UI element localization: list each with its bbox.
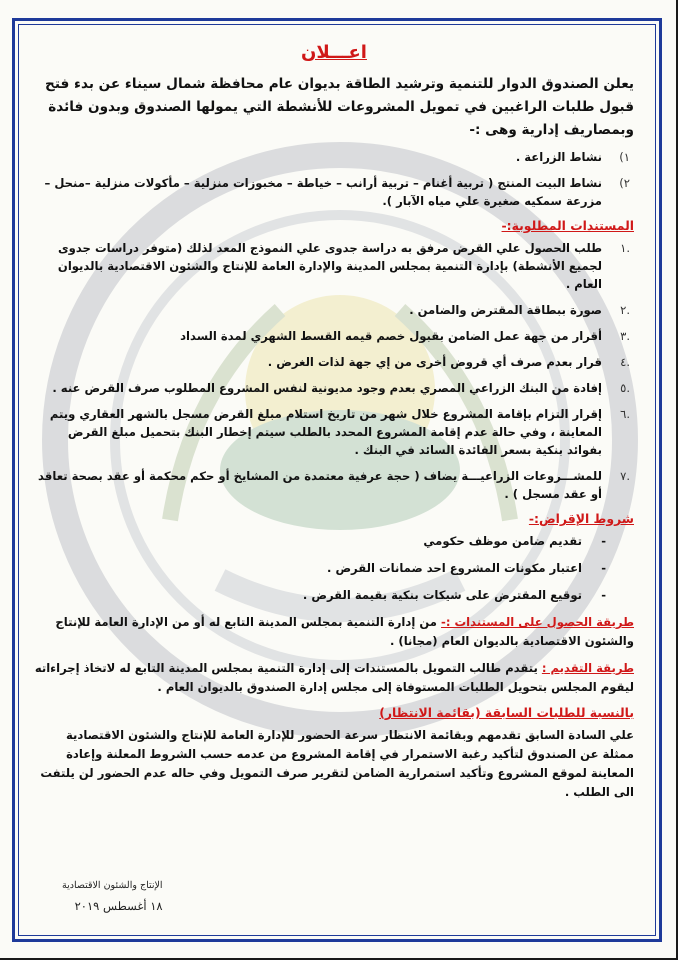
- previous-requests-heading: بالنسبة للطلبات السابقة (بقائمة الانتظار): [379, 705, 634, 720]
- announcement-content: [34, 34, 634, 812]
- signature-date: ١٨ أغسطس ٢٠١٩: [74, 899, 163, 913]
- activities-list: [34, 148, 634, 210]
- document-text: قرار بعدم صرف أي قروض أخرى من إي جهة لذات الغرض .: [267, 355, 602, 369]
- condition-dash: -: [601, 588, 606, 602]
- signature-block: [62, 880, 163, 913]
- condition-dash: -: [601, 561, 606, 575]
- document-text: صورة ببطاقة المقترض والضامن .: [409, 303, 602, 317]
- condition-text: توقيع المقترض على شيكات بنكية بقيمة القرض .: [302, 588, 582, 602]
- document-number: .٢: [620, 303, 630, 317]
- obtain-method-text: من إدارة التنمية بمجلس المدينة التابع له أو من الإدارة العامة للإنتاج والشئون الاقتصادية بالديوان العام (مجانا) .: [55, 615, 634, 648]
- document-number: .٦: [620, 407, 630, 421]
- announcement-title: اعـــلان: [301, 42, 367, 63]
- loan-conditions-list: [34, 532, 634, 604]
- document-item: [34, 353, 634, 371]
- condition-item: [34, 559, 634, 577]
- document-item: [34, 379, 634, 397]
- document-item: [34, 467, 634, 503]
- activity-item: [34, 174, 634, 210]
- condition-text: اعتبار مكونات المشروع احد ضمانات القرض .: [327, 561, 582, 575]
- document-item: [34, 405, 634, 459]
- activity-number: ١): [619, 150, 630, 164]
- condition-text: تقديم ضامن موظف حكومي: [423, 534, 582, 548]
- condition-dash: -: [601, 534, 606, 548]
- activity-number: ٢): [619, 176, 630, 190]
- document-number: .٧: [620, 469, 630, 483]
- document-item: [34, 327, 634, 345]
- intro-paragraph: يعلن الصندوق الدوار للتنمية وترشيد الطاقة بديوان عام محافظة شمال سيناء عن بدء فتح قبول طلبات الراغبين في تمويل المشروعات للأنشطة التي يمولها الصندوق وبدون فائدة وبمصاريف إدارية وهى :-: [45, 76, 634, 138]
- document-text: إفادة من البنك الزراعي المصري بعدم وجود مديونية لنفس المشروع المطلوب صرف القرض عنه .: [52, 381, 602, 395]
- condition-item: [34, 586, 634, 604]
- activity-text: نشاط البيت المنتج ( تربية أغنام – تربية أرانب – خياطة – مخبوزات منزلية – مأكولات منزلية –منحل – مزرعة سمكيه صغيرة علي مياه الآبار ).: [44, 176, 602, 208]
- document-item: [34, 301, 634, 319]
- document-text: للمشـــروعات الزراعيـــة يضاف ( حجة عرفية معتمدة من المشايخ أو حكم محكمة أو عقد بصحة تعاقد أو عقد مسجل ) .: [38, 469, 602, 501]
- previous-requests-text: علي السادة السابق تقدمهم وبقائمة الانتظار سرعة الحضور للإدارة العامة للإنتاج والشئون الاقتصادية ممثلة عن الصندوق لتأكيد رغبة الاستمرار في إقامة المشروع من عدمه حسب الشروط المعلنة وإعادة المعاينة لموقع المشروع وتأكيد استمرارية الضامن لتقرير صرف التمويل وفي حاله عدم الحضور لن يلتفت الى الطلب .: [40, 728, 634, 799]
- activity-item: [34, 148, 634, 166]
- document-number: .٥: [620, 381, 630, 395]
- submission-method-label: طريقة التقديم :: [541, 661, 634, 675]
- obtain-method-label: طريقة الحصول على المستندات :-: [441, 615, 634, 629]
- condition-item: [34, 532, 634, 550]
- document-text: إقرار التزام بإقامة المشروع خلال شهر من تاريخ استلام مبلغ القرض مسجل بالشهر العقاري ويتم المعاينة ، وفي حالة عدم إقامة المشروع المحدد بالطلب سيتم إخطار البنك بتحميل مبلغ القرض بفوائد بنكية بسعر الفائدة السائد في البنك .: [49, 407, 602, 457]
- document-text: طلب الحصول علي القرض مرفق به دراسة جدوى علي النموذج المعد لذلك (متوفر دراسات جدوى لجميع الأنشطة) بإدارة التنمية بمجلس المدينة والإدارة العامة للإنتاج والشئون الاقتصادية بالديوان العام .: [57, 241, 602, 291]
- document-number: .٤: [620, 355, 630, 369]
- obtain-method-paragraph: [34, 613, 634, 651]
- activity-text: نشاط الزراعة .: [515, 150, 602, 164]
- document-text: أقرار من جهة عمل الضامن بقبول خصم قيمه القسط الشهري لمدة السداد: [180, 329, 602, 343]
- document-number: .٣: [620, 329, 630, 343]
- document-number: .١: [620, 241, 630, 255]
- submission-method-paragraph: [34, 659, 634, 697]
- loan-conditions-heading: شروط الإقراض:-: [528, 511, 634, 526]
- documents-list: [34, 239, 634, 503]
- documents-heading: المستندات المطلوبة:-: [501, 218, 634, 233]
- signature-department: الإنتاج والشئون الاقتصادية: [62, 880, 163, 891]
- document-item: [34, 239, 634, 293]
- submission-method-text: يتقدم طالب التمويل بالمستندات إلى إدارة التنمية بمجلس المدينة التابع له لاتخاذ إجراءاته ليقوم المجلس بتحويل الطلبات المستوفاة إلى مجلس إدارة الصندوق بالديوان العام .: [34, 661, 634, 694]
